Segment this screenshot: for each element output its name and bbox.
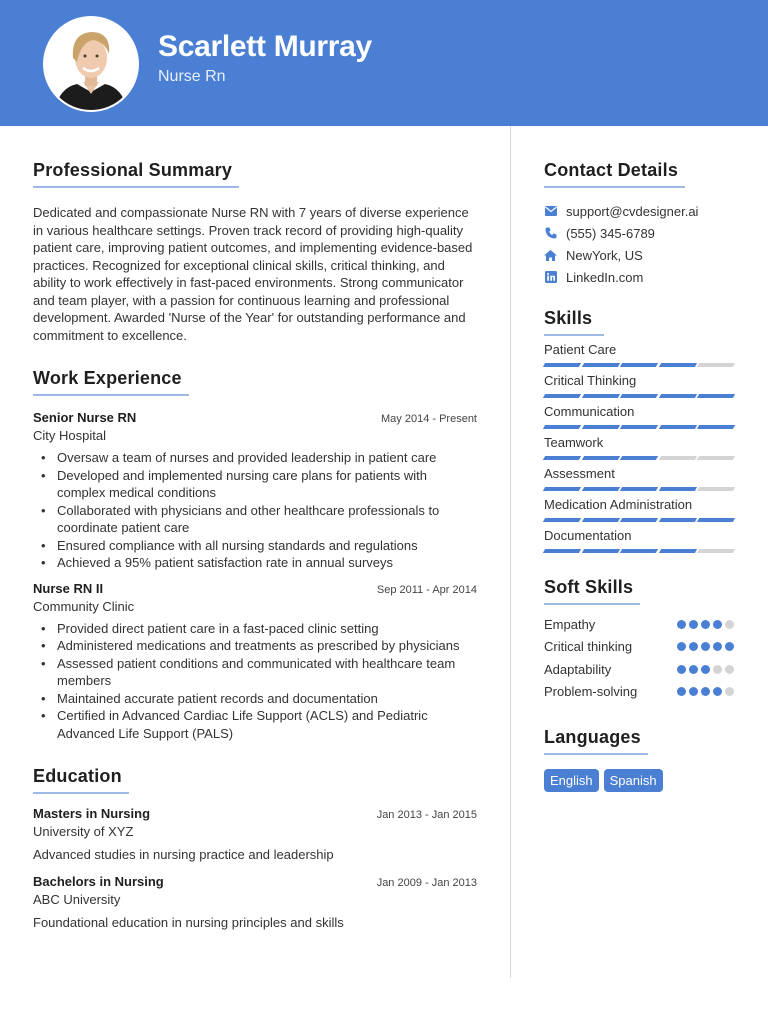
rating-dot-icon	[689, 665, 698, 674]
education-date: Jan 2009 - Jan 2013	[376, 877, 477, 889]
job-entry	[33, 581, 477, 743]
rating-dot-icon	[725, 665, 734, 674]
skill-label: Assessment	[544, 466, 615, 481]
bullet-item: • Collaborated with physicians and other healthcare professionals to coordinate patient care	[41, 502, 477, 537]
education-entry	[33, 806, 477, 862]
job-organization: Community Clinic	[33, 598, 135, 614]
skill-level-segment	[581, 549, 619, 553]
rating-dot-icon	[713, 620, 722, 629]
section-title: Contact Details	[544, 160, 685, 188]
rating-dot-icon	[689, 620, 698, 629]
soft-skill-item	[544, 636, 734, 659]
skill-level-segment	[620, 518, 658, 522]
skill-level-segment	[581, 394, 619, 398]
skill-level-segment	[543, 456, 581, 460]
skill-level-segment	[581, 363, 619, 367]
language-badge: Spanish	[604, 769, 663, 792]
skill-level-segment	[620, 487, 658, 491]
phone-icon	[544, 227, 557, 240]
skill-item	[544, 404, 734, 429]
section-title: Work Experience	[33, 368, 189, 396]
rating-dot-icon	[713, 642, 722, 651]
rating-dot-icon	[677, 687, 686, 696]
degree-name: Masters in Nursing	[33, 806, 151, 821]
rating-dot-icon	[689, 687, 698, 696]
bullet-item: • Oversaw a team of nurses and provided leadership in patient care	[41, 449, 477, 467]
skill-level-segment	[543, 363, 581, 367]
contact-section	[544, 160, 734, 288]
skill-item	[544, 466, 734, 491]
column-divider	[510, 126, 511, 978]
skill-level-bar	[544, 425, 734, 429]
bullet-item: • Certified in Advanced Cardiac Life Support (ACLS) and Pediatric Advanced Life Support (PALS)	[41, 707, 477, 742]
candidate-role: Nurse Rn	[158, 68, 226, 85]
sidebar-column	[544, 160, 734, 792]
skill-level-segment	[697, 425, 735, 429]
soft-skills-section	[544, 577, 734, 703]
degree-name: Bachelors in Nursing	[33, 874, 164, 889]
rating-dot-icon	[713, 687, 722, 696]
job-bullets	[33, 620, 477, 743]
skill-label: Documentation	[544, 528, 632, 543]
soft-skill-label: Empathy	[544, 616, 596, 632]
skill-level-segment	[697, 487, 735, 491]
bullet-item: • Achieved a 95% patient satisfaction rate in annual surveys	[41, 554, 477, 572]
rating-dot-icon	[725, 620, 734, 629]
skill-level-bar	[544, 487, 734, 491]
contact-email[interactable]	[544, 200, 734, 222]
envelope-icon	[544, 205, 557, 218]
profile-photo	[43, 16, 139, 112]
rating-dot-icon	[677, 665, 686, 674]
skill-level-bar	[544, 394, 734, 398]
job-title: Nurse RN II	[33, 580, 104, 596]
rating-dot-icon	[677, 620, 686, 629]
skill-level-segment	[543, 425, 581, 429]
contact-linkedin-text: LinkedIn.com	[566, 269, 644, 285]
bullet-item: • Developed and implemented nursing care plans for patients with complex medical conditions	[41, 467, 477, 502]
bullet-item: • Ensured compliance with all nursing standards and regulations	[41, 537, 477, 555]
work-experience-section	[33, 368, 477, 742]
job-title: Senior Nurse RN	[33, 410, 137, 425]
skill-item	[544, 373, 734, 398]
rating-dot-icon	[713, 665, 722, 674]
section-title: Soft Skills	[544, 577, 640, 605]
skill-level-segment	[620, 456, 658, 460]
professional-summary-section	[33, 160, 477, 344]
soft-skill-label: Critical thinking	[544, 639, 633, 655]
skill-level-bar	[544, 363, 734, 367]
skill-level-segment	[581, 456, 619, 460]
skill-level-segment	[543, 394, 581, 398]
skill-level-segment	[659, 456, 697, 460]
bullet-item: • Maintained accurate patient records and documentation	[41, 690, 477, 708]
skill-level-segment	[620, 363, 658, 367]
skill-level-segment	[620, 549, 658, 553]
education-description: Foundational education in nursing principles and skills	[33, 915, 344, 930]
rating-dot-icon	[725, 687, 734, 696]
candidate-name: Scarlett Murray	[158, 30, 372, 63]
skill-level-segment	[659, 363, 697, 367]
bullet-item: • Assessed patient conditions and communicated with healthcare team members	[41, 655, 477, 690]
school-name: University of XYZ	[33, 824, 134, 839]
skill-level-segment	[659, 549, 697, 553]
skill-level-bar	[544, 549, 734, 553]
skill-level-segment	[620, 425, 658, 429]
bullet-item: • Administered medications and treatments as prescribed by physicians	[41, 637, 477, 655]
skill-label: Teamwork	[544, 435, 604, 450]
soft-skill-item	[544, 658, 734, 681]
skill-level-segment	[581, 425, 619, 429]
skill-item	[544, 435, 734, 460]
soft-skill-rating	[677, 620, 734, 629]
skill-level-segment	[697, 518, 735, 522]
skill-level-segment	[697, 456, 735, 460]
rating-dot-icon	[701, 620, 710, 629]
skill-level-segment	[581, 518, 619, 522]
skill-level-segment	[659, 425, 697, 429]
skills-section	[544, 308, 734, 553]
contact-phone[interactable]	[544, 222, 734, 244]
skill-item	[544, 342, 734, 367]
soft-skill-rating	[677, 687, 734, 696]
skill-level-segment	[543, 518, 581, 522]
education-entry	[33, 874, 477, 930]
main-column	[33, 160, 477, 930]
soft-skill-rating	[677, 642, 734, 651]
skill-level-segment	[620, 394, 658, 398]
soft-skill-label: Problem-solving	[544, 684, 638, 700]
skill-label: Critical Thinking	[544, 373, 637, 388]
section-title: Skills	[544, 308, 604, 336]
skill-label: Patient Care	[544, 342, 617, 357]
skill-item	[544, 497, 734, 522]
rating-dot-icon	[701, 642, 710, 651]
education-date: Jan 2013 - Jan 2015	[376, 809, 477, 821]
rating-dot-icon	[701, 665, 710, 674]
job-date: May 2014 - Present	[381, 413, 477, 425]
section-title: Languages	[544, 727, 648, 755]
languages-section	[544, 727, 734, 792]
section-title: Professional Summary	[33, 160, 239, 188]
skill-level-bar	[544, 456, 734, 460]
linkedin-icon	[544, 271, 557, 284]
contact-location-text: NewYork, US	[566, 247, 643, 263]
rating-dot-icon	[701, 687, 710, 696]
job-date: Sep 2011 - Apr 2014	[376, 583, 477, 596]
skill-item	[544, 528, 734, 553]
education-description: Advanced studies in nursing practice and leadership	[33, 847, 334, 862]
education-section	[33, 766, 477, 930]
contact-email-text: support@cvdesigner.ai	[566, 203, 699, 219]
rating-dot-icon	[689, 642, 698, 651]
skill-level-segment	[697, 394, 735, 398]
skill-level-bar	[544, 518, 734, 522]
job-bullets	[33, 449, 477, 572]
summary-text: Dedicated and compassionate Nurse RN with 7 years of diverse experience in various healthcare settings. Proven track record of providing high-quality patient care, improving patient outcomes, and implementing evidence-based practices. Recognized for exceptional clinical skills, critical thinking, and ability to work effectively in fast-paced environments. Strong communicator and team player, with a passion for continuous learning and professional development. Awarded 'Nurse of the Year' for outstanding performance and commitment to excellence.	[33, 205, 473, 343]
soft-skill-item	[544, 681, 734, 704]
skill-level-segment	[659, 487, 697, 491]
school-name: ABC University	[33, 892, 121, 907]
bullet-item: • Provided direct patient care in a fast-paced clinic setting	[41, 620, 477, 638]
soft-skill-rating	[677, 665, 734, 674]
skill-level-segment	[697, 363, 735, 367]
home-icon	[544, 249, 557, 262]
resume-header	[0, 0, 768, 126]
soft-skill-label: Adaptability	[544, 661, 612, 677]
job-organization: City Hospital	[33, 428, 106, 443]
skill-level-segment	[581, 487, 619, 491]
rating-dot-icon	[677, 642, 686, 651]
skill-level-segment	[543, 487, 581, 491]
language-badge: English	[544, 769, 599, 792]
skill-level-segment	[659, 518, 697, 522]
contact-phone-text: (555) 345-6789	[566, 225, 655, 241]
contact-location	[544, 244, 734, 266]
skill-label: Communication	[544, 404, 635, 419]
section-title: Education	[33, 766, 129, 794]
soft-skill-item	[544, 613, 734, 636]
job-entry	[33, 410, 477, 572]
skill-level-segment	[659, 394, 697, 398]
skill-label: Medication Administration	[544, 497, 693, 512]
contact-linkedin[interactable]	[544, 266, 734, 288]
rating-dot-icon	[725, 642, 734, 651]
skill-level-segment	[543, 549, 581, 553]
skill-level-segment	[697, 549, 735, 553]
